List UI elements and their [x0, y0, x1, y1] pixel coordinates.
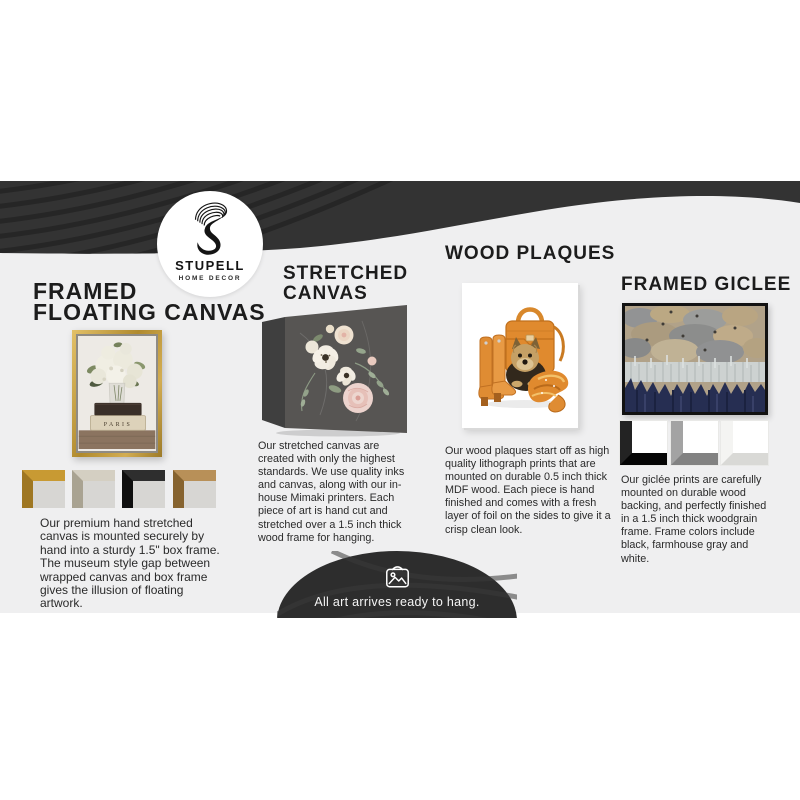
- floating-canvas-artwork: [78, 336, 156, 449]
- floating-canvas-product-image: [72, 330, 162, 457]
- giclee-artwork: [625, 306, 765, 412]
- footer-dome: [277, 551, 517, 618]
- section-title-wood-plaques: WOOD PLAQUES: [445, 243, 616, 264]
- section-title-framed-floating-canvas: FRAMED FLOATING CANVAS: [33, 278, 266, 325]
- giclee-frame-sample-white: [721, 421, 768, 465]
- framed-giclee-product-image: [622, 303, 768, 415]
- brand-name: STUPELL: [175, 258, 245, 273]
- frame-sample-gold: [22, 470, 65, 508]
- stretched-canvas-product-image: [260, 303, 410, 437]
- giclee-frame-sample-black: [620, 421, 667, 465]
- top-wave-band: [0, 0, 800, 300]
- frame-sample-champagne: [72, 470, 115, 508]
- frame-sample-black: [122, 470, 165, 508]
- stupell-swoosh-icon: [184, 198, 236, 256]
- stretched-canvas-description: Our stretched canvas are created with only the highest standards. We use quality inks and canvas, along with our in-house Mimaki printers. Each piece of art is hand cut and stretched over a 1.5 inch thick wood frame for hanging.: [258, 440, 405, 544]
- wood-plaque-artwork: [462, 283, 578, 428]
- giclee-frame-sample-gray: [671, 421, 718, 465]
- floating-canvas-description: Our premium hand stretched canvas is mounted securely by hand into a sturdy 1.5" box frame. The museum style gap between wrapped canvas and box frame gives the illusion of floating artwork.: [40, 516, 220, 611]
- frame-sample-bronze: [173, 470, 216, 508]
- wood-plaque-product-image: [462, 283, 578, 428]
- brand-logo: [157, 191, 263, 297]
- footer-message: All art arrives ready to hang.: [314, 595, 480, 609]
- framed-giclee-description: Our giclée prints are carefully mounted on durable wood backing, and perfectly finished in a 1.5 inch thick woodgrain frame. Frame colors include black, farmhouse gray and white.: [621, 474, 767, 565]
- wood-plaques-description: Our wood plaques start off as high quality lithograph prints that are mounted on durable 0.5 inch thick MDF wood. Each piece is hand finished and comes with a fresh layer of foil on the sides to give it a crisp clean look.: [445, 445, 611, 536]
- section-title-framed-giclee: FRAMED GICLEE: [621, 274, 792, 295]
- section-title-stretched-canvas: STRETCHED CANVAS: [283, 263, 409, 304]
- paris-book-spine-text: PARIS: [103, 421, 133, 428]
- framed-picture-icon: [381, 564, 414, 593]
- brand-tagline: HOME DECOR: [178, 275, 242, 282]
